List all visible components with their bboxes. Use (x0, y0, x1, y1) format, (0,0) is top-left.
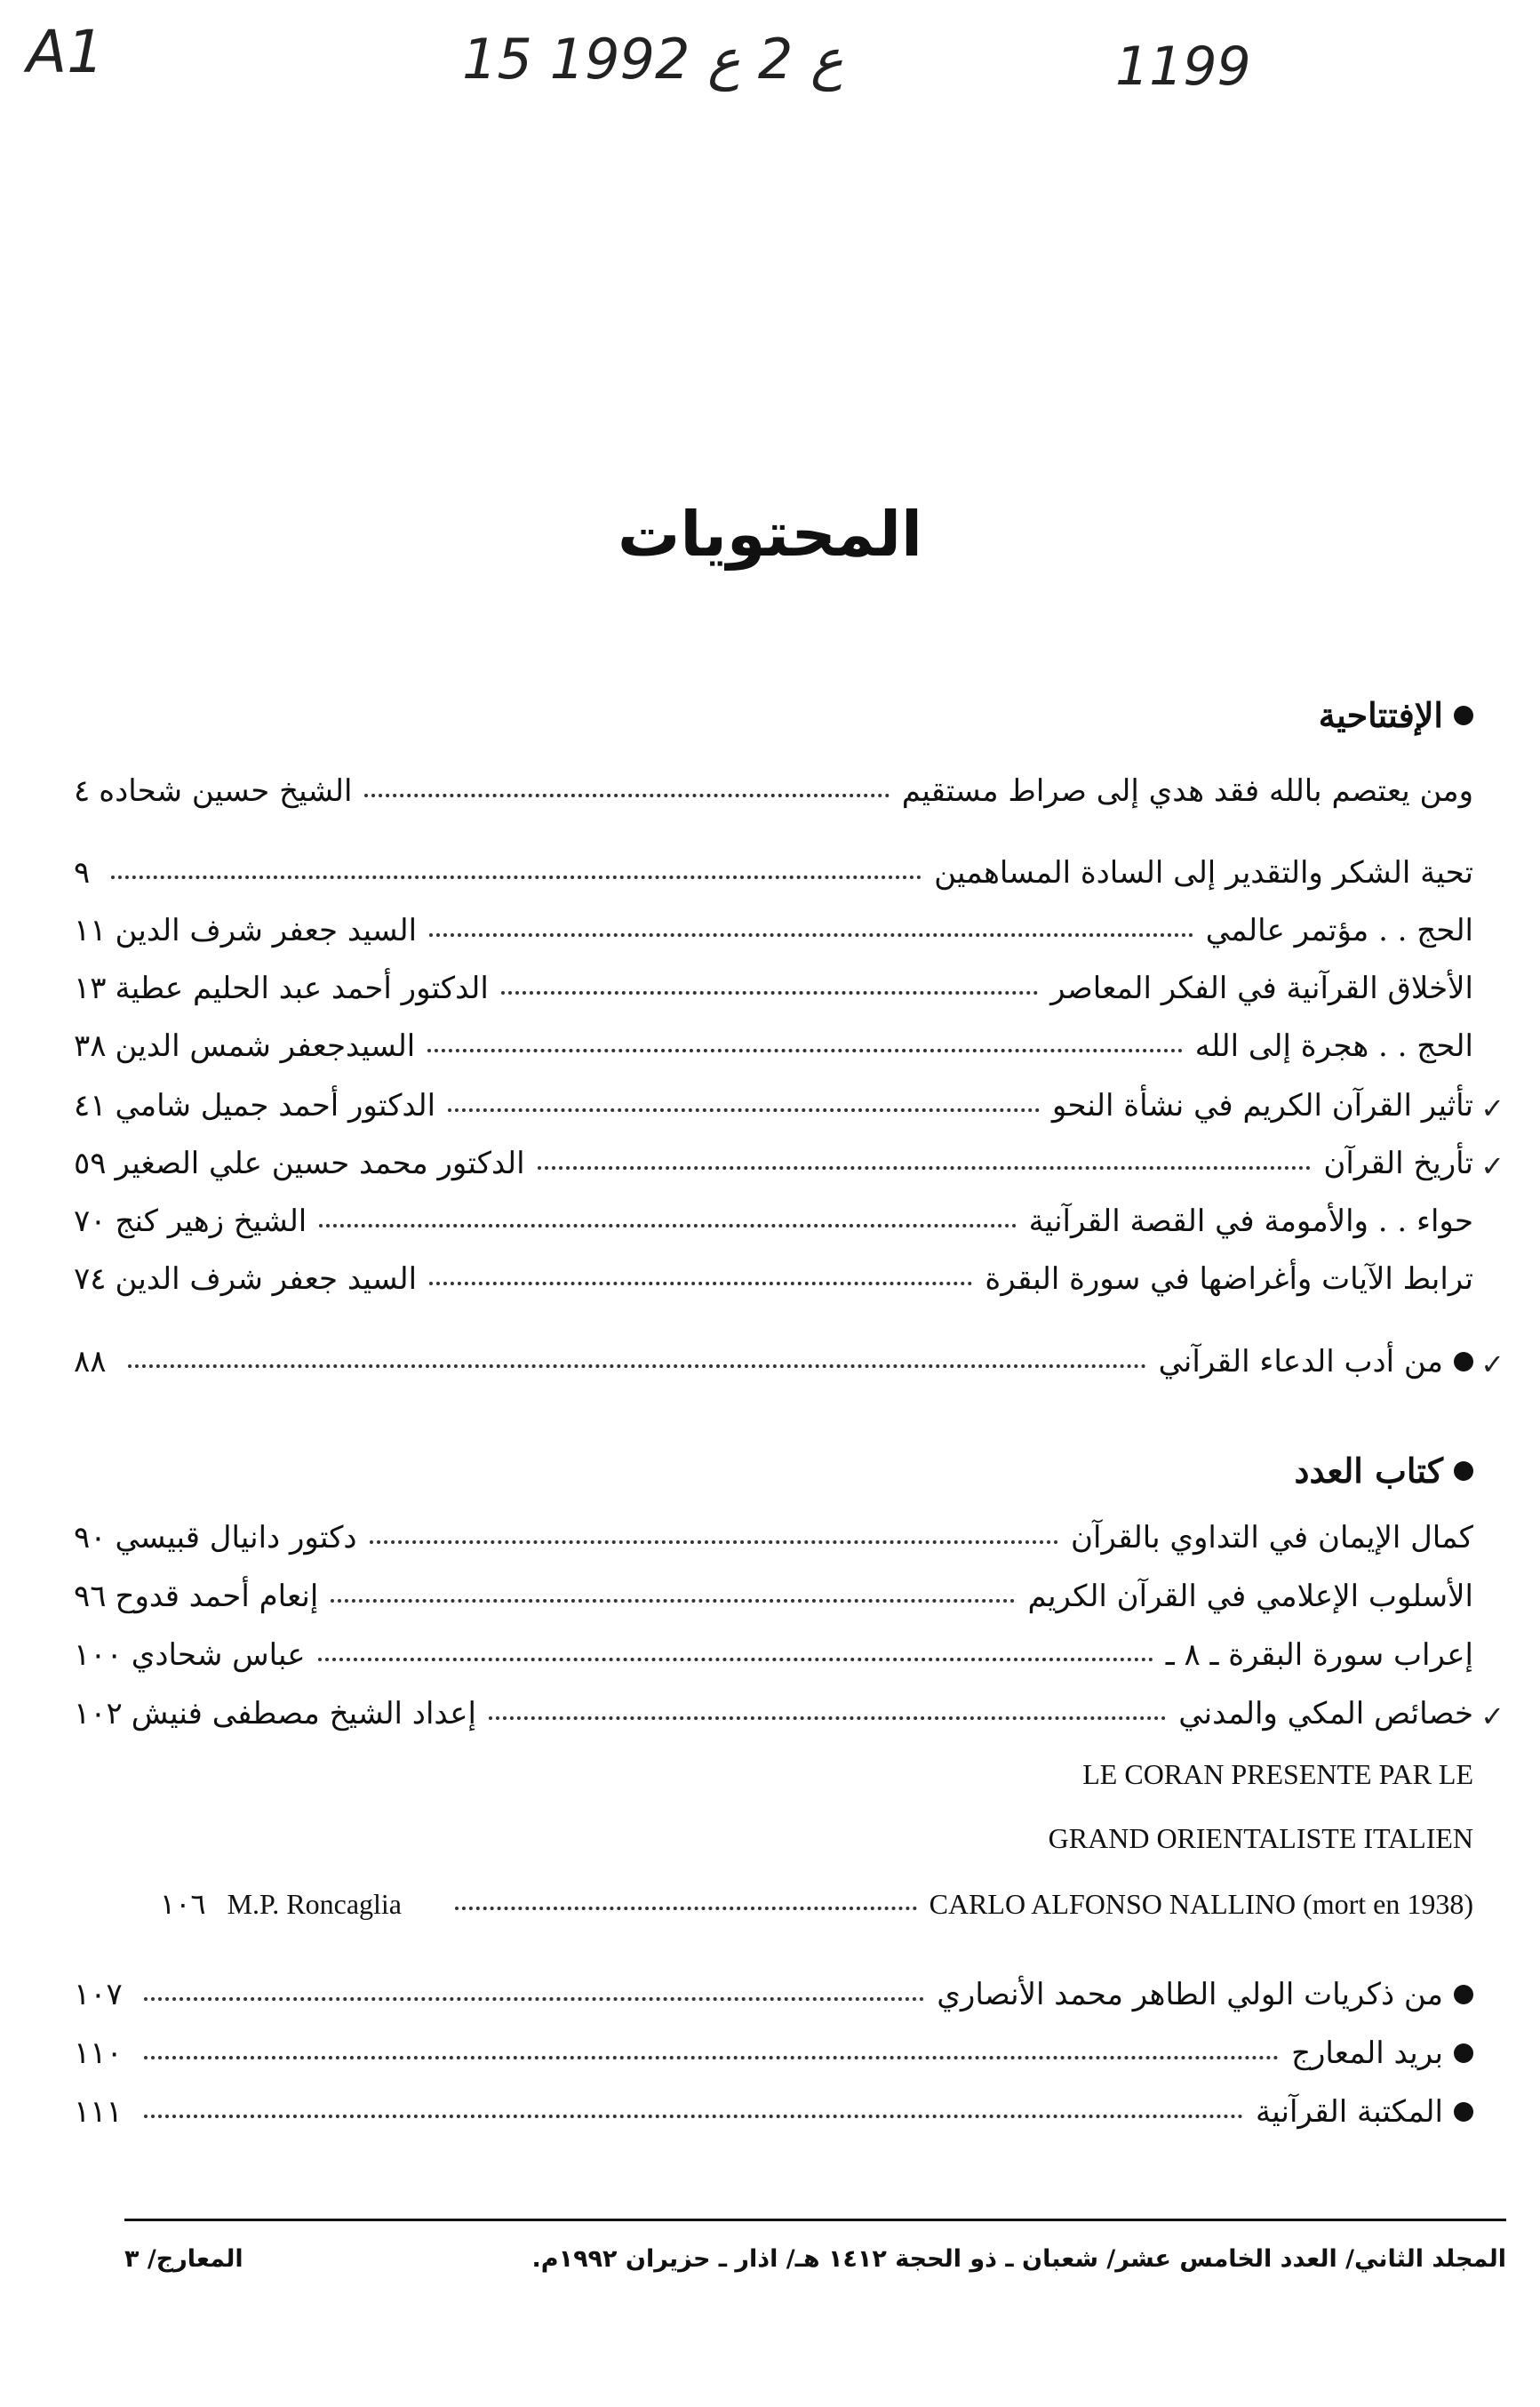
toc-entry[interactable] (74, 2025, 1473, 2082)
entry-title: CARLO ALFONSO NALLINO (mort en 1938) (929, 1887, 1473, 1920)
entry-author: دكتور دانيال قبيسي (115, 1520, 357, 1555)
entry-page: ٩٠ (74, 1520, 107, 1555)
dot-leader (429, 1273, 972, 1285)
bullet-icon (1454, 706, 1473, 725)
dot-leader (364, 785, 889, 797)
entry-author: الدكتور أحمد عبد الحليم عطية (115, 971, 489, 1006)
entry-title: الأسلوب الإعلامي في القرآن الكريم (1027, 1579, 1473, 1614)
dot-leader (448, 1100, 1040, 1112)
dot-leader (111, 867, 922, 879)
toc-entry[interactable] (74, 2083, 1473, 2140)
entry-author: عباس شحادي (131, 1637, 306, 1673)
entry-title: كمال الإيمان في التداوي بالقرآن (1071, 1520, 1473, 1555)
entry-author: الدكتور محمد حسين علي الصغير (115, 1146, 525, 1181)
bullet-icon (1454, 2102, 1473, 2122)
entry-title: الحج . . مؤتمر عالمي (1205, 913, 1473, 948)
dot-leader (429, 924, 1193, 937)
french-title-line-1: LE CORAN PRESENTE PAR LE (1082, 1758, 1473, 1790)
entry-author: السيد جعفر شرف الدين (115, 1261, 418, 1297)
entry-title: خصائص المكي والمدني (1178, 1696, 1473, 1731)
check-mark-icon: ✓ (1480, 1699, 1504, 1733)
dot-leader (538, 1157, 1312, 1170)
dot-leader (501, 982, 1038, 995)
entry-title: الحج . . هجرة إلى الله (1194, 1028, 1473, 1064)
toc-entry[interactable] (74, 1627, 1473, 1683)
dot-leader (427, 1040, 1182, 1052)
entry-page: ٩٦ (74, 1579, 107, 1614)
entry-title: من أدب الدعاء القرآني (1158, 1344, 1443, 1379)
dot-leader (455, 1898, 917, 1910)
entry-page: ٧٤ (74, 1261, 107, 1297)
entry-author: M.P. Roncaglia (227, 1887, 402, 1920)
entry-title: من ذكريات الولي الطاهر محمد الأنصاري (937, 1977, 1443, 2012)
entry-title: ترابط الآيات وأغراضها في سورة البقرة (985, 1261, 1473, 1297)
entry-title: بريد المعارج (1291, 2035, 1443, 2071)
entry-page: ١٣ (74, 971, 107, 1006)
bullet-icon (1454, 2043, 1473, 2063)
entry-title: ومن يعتصم بالله فقد هدي إلى صراط مستقيم (901, 773, 1473, 809)
entry-page: ١٠٠ (74, 1637, 123, 1673)
check-mark-icon: ✓ (1480, 1347, 1504, 1381)
dot-leader (144, 2047, 1279, 2059)
entry-title: حواء . . والأمومة في القصة القرآنية (1028, 1204, 1473, 1239)
check-mark-icon: ✓ (1480, 1149, 1504, 1183)
dot-leader (144, 2106, 1243, 2118)
toc-entry-dua[interactable] (74, 1333, 1473, 1390)
entry-page: ١١١ (74, 2094, 123, 2130)
entry-title: تأريخ القرآن (1323, 1146, 1473, 1181)
entry-page: ١٠٦ (160, 1888, 206, 1920)
toc-entry[interactable] (74, 1966, 1473, 2023)
toc-entry[interactable] (74, 1509, 1473, 1566)
entry-author: السيدجعفر شمس الدين (115, 1028, 416, 1064)
entry-title: الأخلاق القرآنية في الفكر المعاصر (1050, 971, 1473, 1006)
dot-leader (370, 1531, 1059, 1544)
entry-page: ٧٠ (74, 1204, 107, 1239)
bullet-icon (1454, 1352, 1473, 1371)
entry-page: ١٠٢ (74, 1696, 123, 1731)
footer (124, 2236, 1506, 2281)
dot-leader (144, 1988, 925, 2001)
entry-page: ٩ (74, 855, 91, 891)
entry-page: ٤١ (74, 1088, 107, 1124)
toc-entry[interactable] (74, 763, 1473, 820)
entry-page: ٤ (74, 773, 91, 809)
dot-leader (318, 1649, 1153, 1661)
dot-leader (319, 1215, 1016, 1227)
handwritten-date: 15 ع 2 ع 1992 (462, 27, 843, 92)
bullet-icon (1454, 1461, 1473, 1481)
handwritten-number: 1199 (1115, 36, 1251, 98)
section-heading-book (1295, 1451, 1473, 1491)
section-heading-opening (1319, 695, 1473, 735)
entry-page: ١١٠ (74, 2035, 123, 2071)
footer-divider (124, 2219, 1506, 2221)
entry-title: المكتبة القرآنية (1256, 2094, 1443, 2130)
entry-title: إعراب سورة البقرة ـ ٨ ـ (1165, 1637, 1473, 1673)
toc-entry[interactable] (74, 1193, 1473, 1250)
toc-entry[interactable] (74, 1018, 1473, 1075)
section-title: الإفتتاحية (1318, 695, 1443, 735)
entry-page: ٨٨ (74, 1344, 107, 1379)
toc-entry[interactable] (74, 844, 1473, 901)
page-title: المحتويات (617, 498, 923, 571)
entry-page: ١١ (74, 913, 107, 948)
entry-author: إعداد الشيخ مصطفى فنيش (131, 1696, 476, 1731)
french-title-line-2: GRAND ORIENTALISTE ITALIEN (1048, 1822, 1473, 1854)
footer-page-label: المعارج/ ٣ (124, 2244, 243, 2273)
entry-page: ١٠٧ (74, 1977, 123, 2012)
dot-leader (331, 1590, 1015, 1603)
section-title: كتاب العدد (1294, 1451, 1443, 1491)
entry-author: الدكتور أحمد جميل شامي (115, 1088, 436, 1124)
bullet-icon (1454, 1985, 1473, 2004)
toc-entry[interactable] (74, 1685, 1473, 1742)
toc-entry[interactable] (74, 1135, 1473, 1192)
dot-leader (489, 1707, 1166, 1720)
toc-entry[interactable] (74, 902, 1473, 959)
toc-entry[interactable] (74, 1251, 1473, 1307)
entry-page: ٣٨ (74, 1028, 107, 1064)
toc-entry[interactable] (74, 1077, 1473, 1134)
entry-page: ٥٩ (74, 1146, 107, 1181)
dot-leader (128, 1355, 1146, 1368)
entry-title: تأثير القرآن الكريم في نشأة النحو (1051, 1088, 1473, 1124)
entry-author: الشيخ زهير كنج (115, 1204, 307, 1239)
entry-author: السيد جعفر شرف الدين (115, 913, 418, 948)
toc-entry-french[interactable] (160, 1877, 1473, 1931)
entry-title: تحية الشكر والتقدير إلى السادة المساهمين (934, 855, 1473, 891)
check-mark-icon: ✓ (1480, 1092, 1504, 1125)
toc-entry[interactable] (74, 960, 1473, 1017)
handwritten-mark: A1 (27, 18, 105, 86)
entry-author: الشيخ حسين شحاده (99, 773, 353, 809)
toc-entry[interactable] (74, 1568, 1473, 1625)
footer-issue-info: المجلد الثاني/ العدد الخامس عشر/ شعبان ـ ذو الحجة ١٤١٢ هـ/ اذار ـ حزيران ١٩٩٢م. (531, 2244, 1506, 2273)
entry-author: إنعام أحمد قدوح (115, 1579, 319, 1614)
